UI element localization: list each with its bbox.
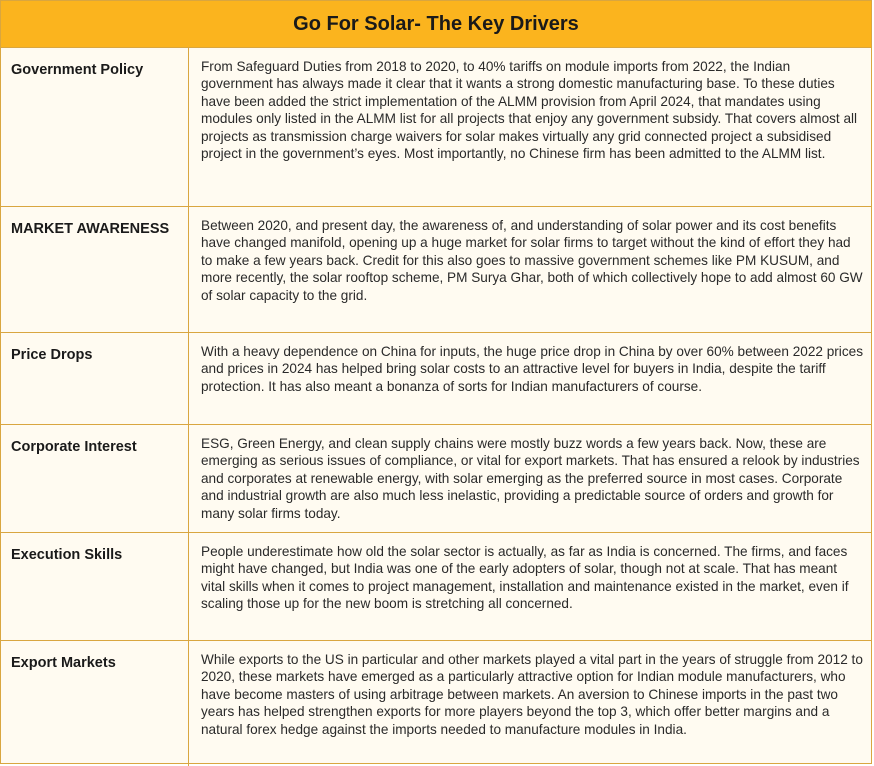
table-row — [1, 48, 871, 207]
table-row — [1, 641, 871, 766]
row-description: While exports to the US in particular and other markets played a vital part in the years of struggle from 2012 to 2020, these markets have emerged as a particularly attractive option for Indian module manufacturers, who have become masters of using arbitrage between markets. An aversion to Chinese imports in the past two years has helped strengthen exports for more players beyond the top 3, which offer better margins and a natural forex hedge against the imports needed to manufacture modules in India. — [201, 652, 863, 737]
row-label: Corporate Interest — [1, 425, 189, 532]
row-description: From Safeguard Duties from 2018 to 2020, to 40% tariffs on module imports from 2022, the Indian government has always made it clear that it wants a strong domestic manufacturing base. To these duties have been added the strict implementation of the ALMM provision from April 2024, that mandates using modules only listed in the ALMM list for all projects that enjoy any government subsidy. That covers almost all projects as transmission charge waivers for solar makes virtually any grid connected project a subsidised project in the government’s eyes. Most importantly, no Chinese firm has been admitted to the ALMM list. — [201, 59, 858, 162]
row-description: People underestimate how old the solar sector is actually, as far as India is concerned. The firms, and faces might have changed, but India was one of the early adopters of solar, though not at scale. That has meant vital skills when it comes to project management, installation and maintenance existed in the market, even if scaling those up for the new boom is stretching all concerned. — [201, 544, 849, 612]
row-description: Between 2020, and present day, the awareness of, and understanding of solar power and its cost benefits have changed manifold, opening up a huge market for solar firms to target without the kind of effort they had to make a few years back. Credit for this also goes to massive government schemes like PM KUSUM, and more recently, the solar rooftop scheme, PM Surya Ghar, both of which collectively hope to add almost 60 GW of solar capacity to the grid. — [201, 218, 863, 303]
table-row — [1, 533, 871, 641]
row-label: MARKET AWARENESS — [1, 207, 189, 332]
row-description: ESG, Green Energy, and clean supply chains were mostly buzz words a few years back. Now, these are emerging as serious issues of compliance, or vital for export markets. That has ensured a relook by industries and corporates at renewable energy, with solar emerging as the preferred source in most cases. Corporate and industrial growth are also much less inelastic, providing a predictable source of orders and growth for many solar firms today. — [201, 436, 860, 521]
row-label: Execution Skills — [1, 533, 189, 640]
table-row — [1, 333, 871, 425]
table-row — [1, 207, 871, 333]
row-description: With a heavy dependence on China for inputs, the huge price drop in China by over 60% between 2022 prices and prices in 2024 has helped bring solar costs to an attractive level for buyers in India, despite the tariff protection. It has also meant a bonanza of sorts for Indian manufacturers of course. — [201, 344, 863, 394]
row-label: Government Policy — [1, 48, 189, 206]
table-title: Go For Solar- The Key Drivers — [1, 1, 871, 48]
table-row — [1, 425, 871, 533]
row-label: Export Markets — [1, 641, 189, 766]
row-label: Price Drops — [1, 333, 189, 424]
